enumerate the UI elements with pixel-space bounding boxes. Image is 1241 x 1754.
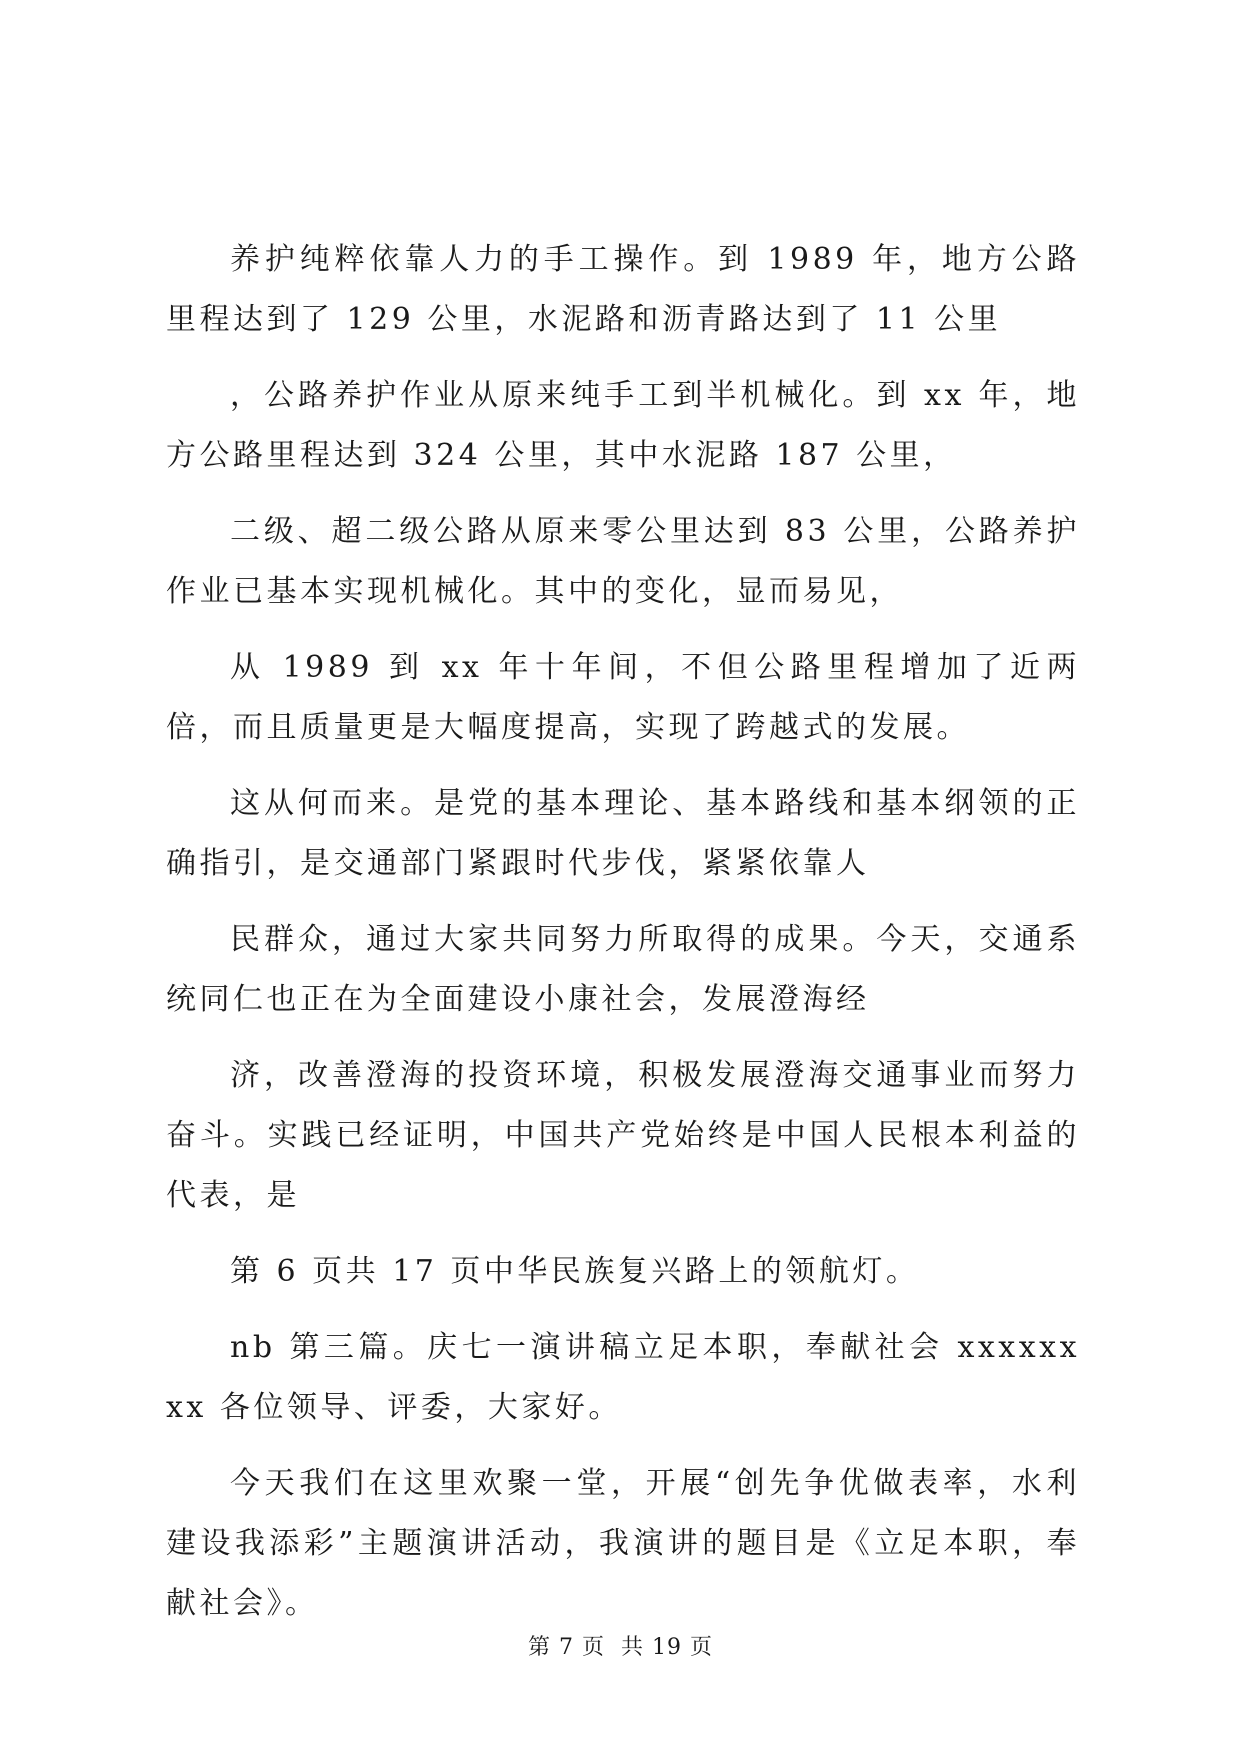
- paragraph: ，公路养护作业从原来纯手工到半机械化。到 xx 年，地方公路里程达到 324 公里，其中水泥路 187 公里，: [166, 378, 1080, 473]
- page-number-label: 第 7 页 共 19 页: [528, 1635, 713, 1660]
- document-body: [166, 230, 1080, 1650]
- paragraph: 养护纯粹依靠人力的手工操作。到 1989 年，地方公路里程达到了 129 公里，水泥路和沥青路达到了 11 公里: [166, 242, 1080, 337]
- page-footer: [0, 1630, 1241, 1661]
- paragraph: nb 第三篇。庆七一演讲稿立足本职，奉献社会 xxxxxxxx 各位领导、评委，大家好。: [166, 1330, 1080, 1425]
- paragraph: 民群众，通过大家共同努力所取得的成果。今天，交通系统同仁也正在为全面建设小康社会，发展澄海经: [166, 922, 1080, 1017]
- paragraph: 二级、超二级公路从原来零公里达到 83 公里，公路养护作业已基本实现机械化。其中的变化，显而易见，: [166, 514, 1080, 609]
- paragraph: 第 6 页共 17 页中华民族复兴路上的领航灯。: [230, 1254, 920, 1289]
- paragraph: 从 1989 到 xx 年十年间，不但公路里程增加了近两倍，而且质量更是大幅度提高，实现了跨越式的发展。: [166, 650, 1080, 745]
- paragraph: 这从何而来。是党的基本理论、基本路线和基本纲领的正确指引，是交通部门紧跟时代步伐，紧紧依靠人: [166, 786, 1080, 881]
- paragraph: 今天我们在这里欢聚一堂，开展“创先争优做表率，水利建设我添彩”主题演讲活动，我演讲的题目是《立足本职，奉献社会》。: [166, 1466, 1080, 1621]
- paragraph: 济，改善澄海的投资环境，积极发展澄海交通事业而努力奋斗。实践已经证明，中国共产党始终是中国人民根本利益的代表，是: [166, 1058, 1080, 1213]
